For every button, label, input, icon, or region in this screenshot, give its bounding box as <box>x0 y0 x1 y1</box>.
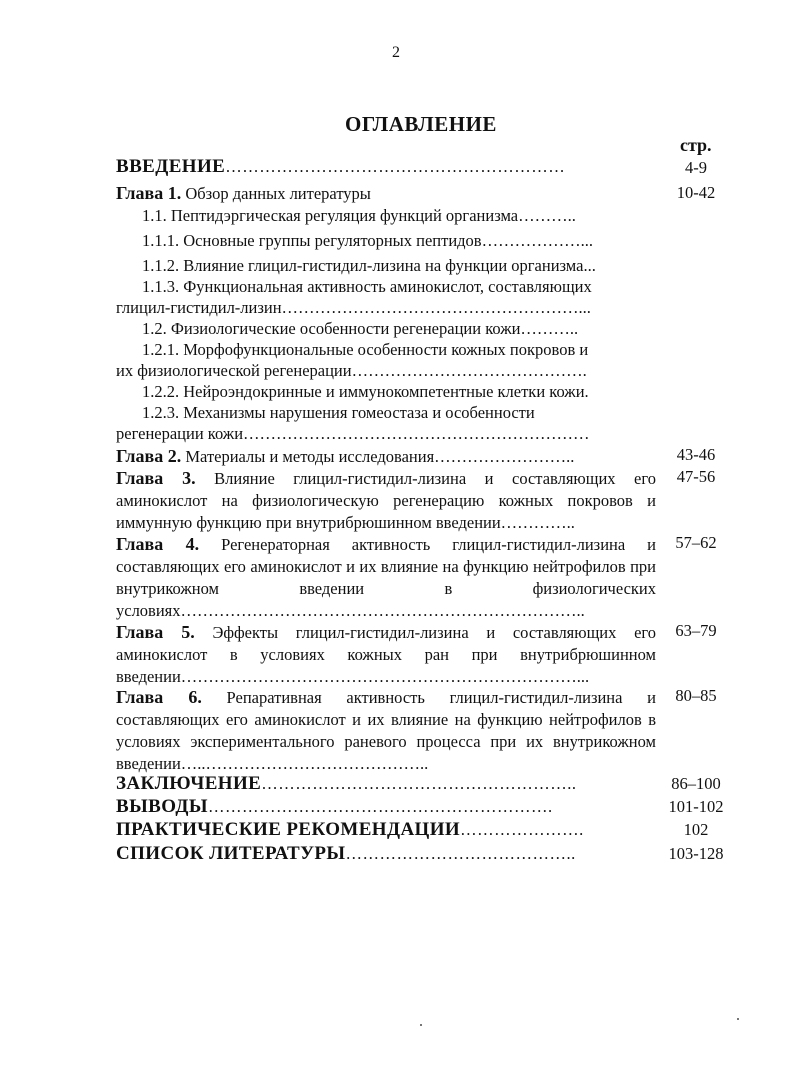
toc-page-chapter-2: 43-46 <box>676 445 716 464</box>
toc-entry-1-2-1-line1: 1.2.1. Морфофункциональные особенности кожных покровов и <box>142 340 589 359</box>
toc-entry-1-2: 1.2. Физиологические особенности регенерации кожи……….. <box>142 319 579 338</box>
toc-page-chapter-1: 10-42 <box>676 183 716 202</box>
toc-entry-intro: ВВЕДЕНИЕ…………………………………………………… <box>116 156 566 177</box>
toc-entry-chapter-1: Глава 1. Обзор данных литературы <box>116 183 371 203</box>
toc-entry-chapter-4: Глава 4. Регенераторная активность глицил-гистидил-лизина и составляющих его аминокислот и их влияние на функцию нейтрофилов при внутрикожном введении в физиологических условиях……………………………………………………………….. <box>116 534 657 620</box>
toc-entry-chapter-6: Глава 6. Репаративная активность глицил-гистидил-лизина и составляющих его аминокислот и их влияние на функцию нейтрофилов в условиях экспериментального раневого процесса при их внутрикожном введении…..………………………………….. <box>116 687 656 773</box>
page-column-header: стр. <box>680 135 712 155</box>
toc-entry-1-2-3-line1: 1.2.3. Механизмы нарушения гомеостаза и особенности <box>142 403 535 422</box>
toc-entry-chapter-3: Глава 3. Влияние глицил-гистидил-лизина и составляющих его аминокислот на физиологическую регенерацию кожных покровов и иммунную функцию при внутрибрюшинном введении………….. <box>116 468 656 532</box>
toc-entry-references: СПИСОК ЛИТЕРАТУРЫ………………………………….. <box>116 843 576 864</box>
toc-page-recommendations: 102 <box>683 820 709 839</box>
toc-entry-1-1: 1.1. Пептидэргическая регуляция функций организма……….. <box>142 206 576 225</box>
toc-entry-recommendations: ПРАКТИЧЕСКИЕ РЕКОМЕНДАЦИИ…………………. <box>116 819 584 840</box>
toc-page-findings: 101-102 <box>668 797 724 816</box>
page-title: ОГЛАВЛЕНИЕ <box>345 112 497 136</box>
toc-entry-1-1-3-line2: глицил-гистидил-лизин………………………………………………... <box>116 298 591 317</box>
toc-page-chapter-4: 57–62 <box>675 533 717 552</box>
toc-entry-1-2-3-line2: регенерации кожи……………………………………………………… <box>116 424 590 443</box>
scan-speck <box>420 1024 422 1026</box>
toc-page-intro: 4-9 <box>685 158 707 177</box>
toc-entry-chapter-5: Глава 5. Эффекты глицил-гистидил-лизина и составляющих его аминокислот в условиях кожных ран при внутрибрюшинном введении………………………………………………………………... <box>116 622 656 686</box>
toc-page-chapter-3: 47-56 <box>676 467 716 486</box>
toc-page-chapter-5: 63–79 <box>675 621 717 640</box>
toc-entry-1-1-2: 1.1.2. Влияние глицил-гистидил-лизина на функции организма... <box>142 256 596 275</box>
toc-entry-conclusion: ЗАКЛЮЧЕНИЕ……………………………………………….. <box>116 773 577 794</box>
toc-entry-1-1-1: 1.1.1. Основные группы регуляторных пептидов………………... <box>142 231 593 250</box>
toc-entry-1-2-1-line2: их физиологической регенерации……………………………………. <box>116 361 587 380</box>
toc-entry-findings: ВЫВОДЫ……………………………………………………. <box>116 796 553 817</box>
toc-entry-chapter-2: Глава 2. Материалы и методы исследования…………………….. <box>116 446 575 466</box>
toc-entry-1-2-2: 1.2.2. Нейроэндокринные и иммунокомпетентные клетки кожи. <box>142 382 589 401</box>
toc-page-chapter-6: 80–85 <box>675 686 717 705</box>
toc-page-references: 103-128 <box>668 844 724 863</box>
page-number: 2 <box>392 44 400 61</box>
scan-speck <box>737 1018 739 1020</box>
toc-entry-1-1-3-line1: 1.1.3. Функциональная активность аминокислот, составляющих <box>142 277 592 296</box>
toc-page-conclusion: 86–100 <box>671 774 721 793</box>
